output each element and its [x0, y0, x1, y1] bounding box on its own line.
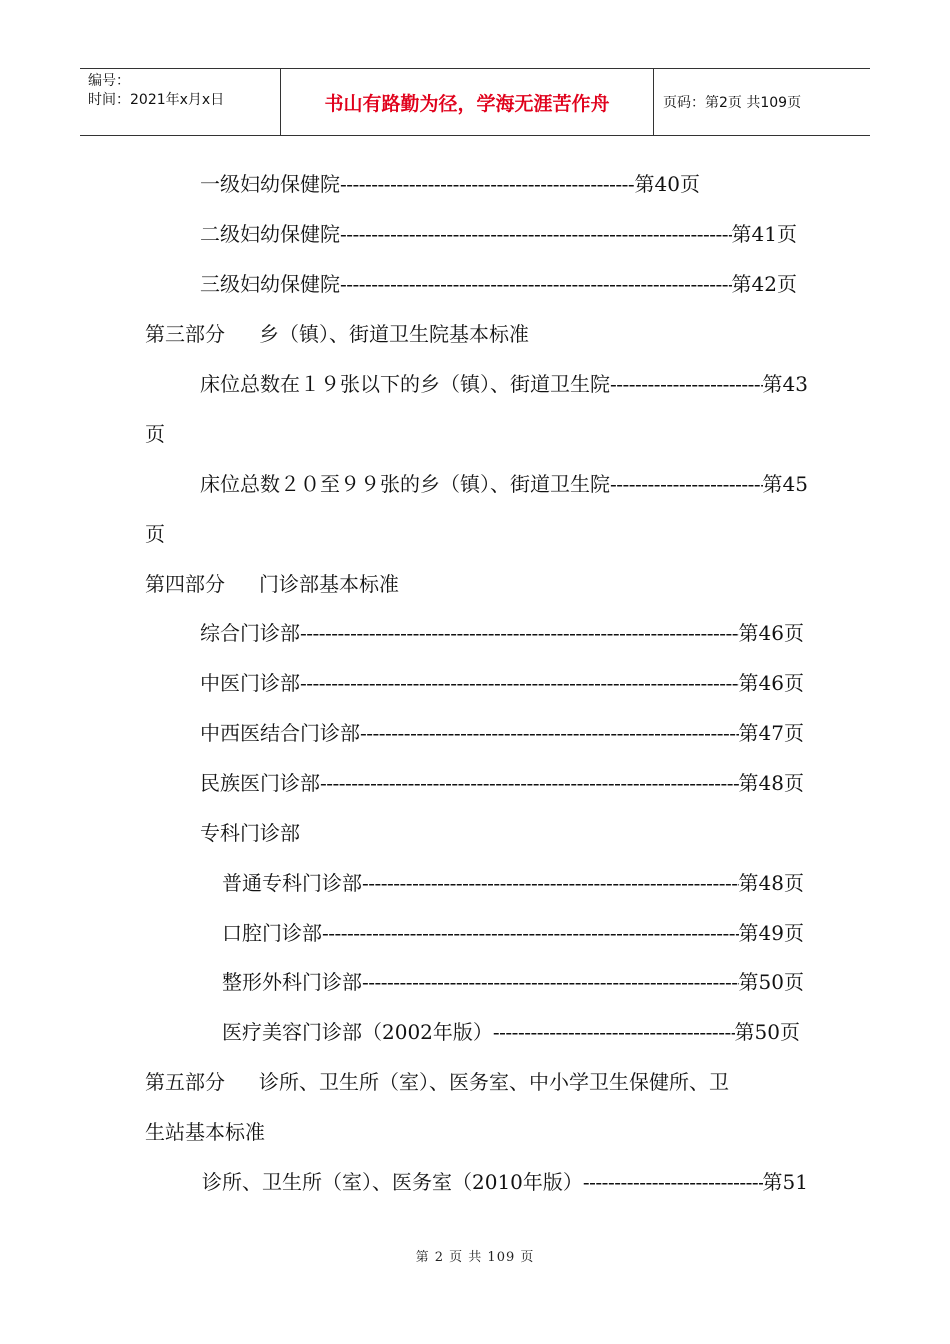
toc-entry-page: 第41页 [731, 222, 797, 246]
toc-entry-page: 第51 [762, 1170, 808, 1194]
toc-entry-title: 诊所、卫生所（室）、医务室（2010年版） [202, 1170, 583, 1194]
toc-leader [300, 671, 739, 695]
toc-section-title: 门诊部基本标准 [259, 572, 399, 596]
toc-entry-title: 床位总数２０至９９张的乡（镇）、街道卫生院 [200, 472, 610, 496]
toc-entry[interactable] [200, 771, 804, 795]
header-meta [80, 69, 281, 135]
header-motto: 书山有路勤为径，学海无涯苦作舟 [281, 69, 654, 135]
toc-entry-page: 第46页 [738, 671, 804, 695]
toc-section-title: 乡（镇）、街道卫生院基本标准 [259, 322, 529, 346]
toc-entry-page: 第43 [762, 372, 808, 396]
toc-leader [610, 472, 763, 496]
toc-leader [360, 721, 739, 745]
toc-entry-title: 三级妇幼保健院 [200, 272, 340, 296]
toc-entry-title: 中西医结合门诊部 [200, 721, 360, 745]
toc-leader [362, 871, 739, 895]
toc-section-part: 第三部分 [145, 322, 225, 346]
toc-entry[interactable] [200, 272, 797, 296]
toc-leader [340, 222, 732, 246]
toc-entry-title: 床位总数在１９张以下的乡（镇）、街道卫生院 [200, 372, 610, 396]
toc-section-heading[interactable] [145, 1070, 729, 1094]
toc-leader [493, 1020, 735, 1044]
toc-entry[interactable] [222, 970, 804, 994]
toc-entry-title: 医疗美容门诊部（2002年版） [222, 1020, 493, 1044]
toc-entry-page: 第48页 [738, 871, 804, 895]
toc-entry[interactable] [200, 621, 804, 645]
toc-entry-page: 第42页 [731, 272, 797, 296]
toc-section-continuation: 生站基本标准 [145, 1120, 265, 1144]
toc-section-title: 诊所、卫生所（室）、医务室、中小学卫生保健所、卫 [259, 1070, 729, 1094]
toc-entry[interactable] [200, 721, 804, 745]
toc-leader [340, 272, 732, 296]
toc-entry[interactable] [222, 1020, 800, 1044]
toc-leader [300, 621, 739, 645]
header-number: 编号： [88, 73, 130, 89]
toc-entry-page: 第50页 [738, 970, 804, 994]
toc-entry-continuation: 页 [145, 522, 165, 546]
toc-entry[interactable] [202, 1170, 808, 1194]
toc-entry-title: 二级妇幼保健院 [200, 222, 340, 246]
toc-section-part: 第四部分 [145, 572, 225, 596]
toc-entry-continuation: 页 [145, 422, 165, 446]
toc-entry-page: 第45 [762, 472, 808, 496]
toc-entry[interactable] [200, 372, 808, 396]
toc-entry-page: 第49页 [738, 921, 804, 945]
toc-entry-title: 一级妇幼保健院 [200, 172, 340, 196]
toc-section-heading[interactable] [145, 572, 399, 596]
toc-entry-title: 民族医门诊部 [200, 771, 320, 795]
toc-leader [340, 172, 635, 196]
toc-leader [583, 1170, 763, 1194]
toc-entry-title: 综合门诊部 [200, 621, 300, 645]
toc-entry-title: 普通专科门诊部 [222, 871, 362, 895]
toc-entry-page: 第40页 [634, 172, 700, 196]
toc-entry-page: 第48页 [738, 771, 804, 795]
toc-section-part: 第五部分 [145, 1070, 225, 1094]
toc-entry-page: 第46页 [738, 621, 804, 645]
toc-leader [320, 771, 739, 795]
toc-entry[interactable] [200, 172, 700, 196]
toc-entry[interactable] [200, 222, 797, 246]
toc-entry-title: 口腔门诊部 [222, 921, 322, 945]
page-footer: 第 2 页 共 109 页 [415, 1250, 535, 1265]
toc-entry[interactable] [222, 921, 804, 945]
toc-entry[interactable] [200, 671, 804, 695]
header-page-info: 页码：第2页 共109页 [663, 95, 802, 111]
toc-entry-title: 整形外科门诊部 [222, 970, 362, 994]
toc-entry-title: 中医门诊部 [200, 671, 300, 695]
toc-entry-page: 第47页 [738, 721, 804, 745]
toc-entry-page: 第50页 [734, 1020, 800, 1044]
toc-entry[interactable] [200, 472, 808, 496]
toc-section-heading[interactable] [145, 322, 529, 346]
page-header [80, 68, 870, 136]
toc-subheading[interactable]: 专科门诊部 [200, 821, 300, 845]
toc-leader [610, 372, 763, 396]
toc-leader [362, 970, 739, 994]
toc-entry[interactable] [222, 871, 804, 895]
header-date: 时间：2021年x月x日 [88, 92, 225, 108]
toc-leader [322, 921, 739, 945]
